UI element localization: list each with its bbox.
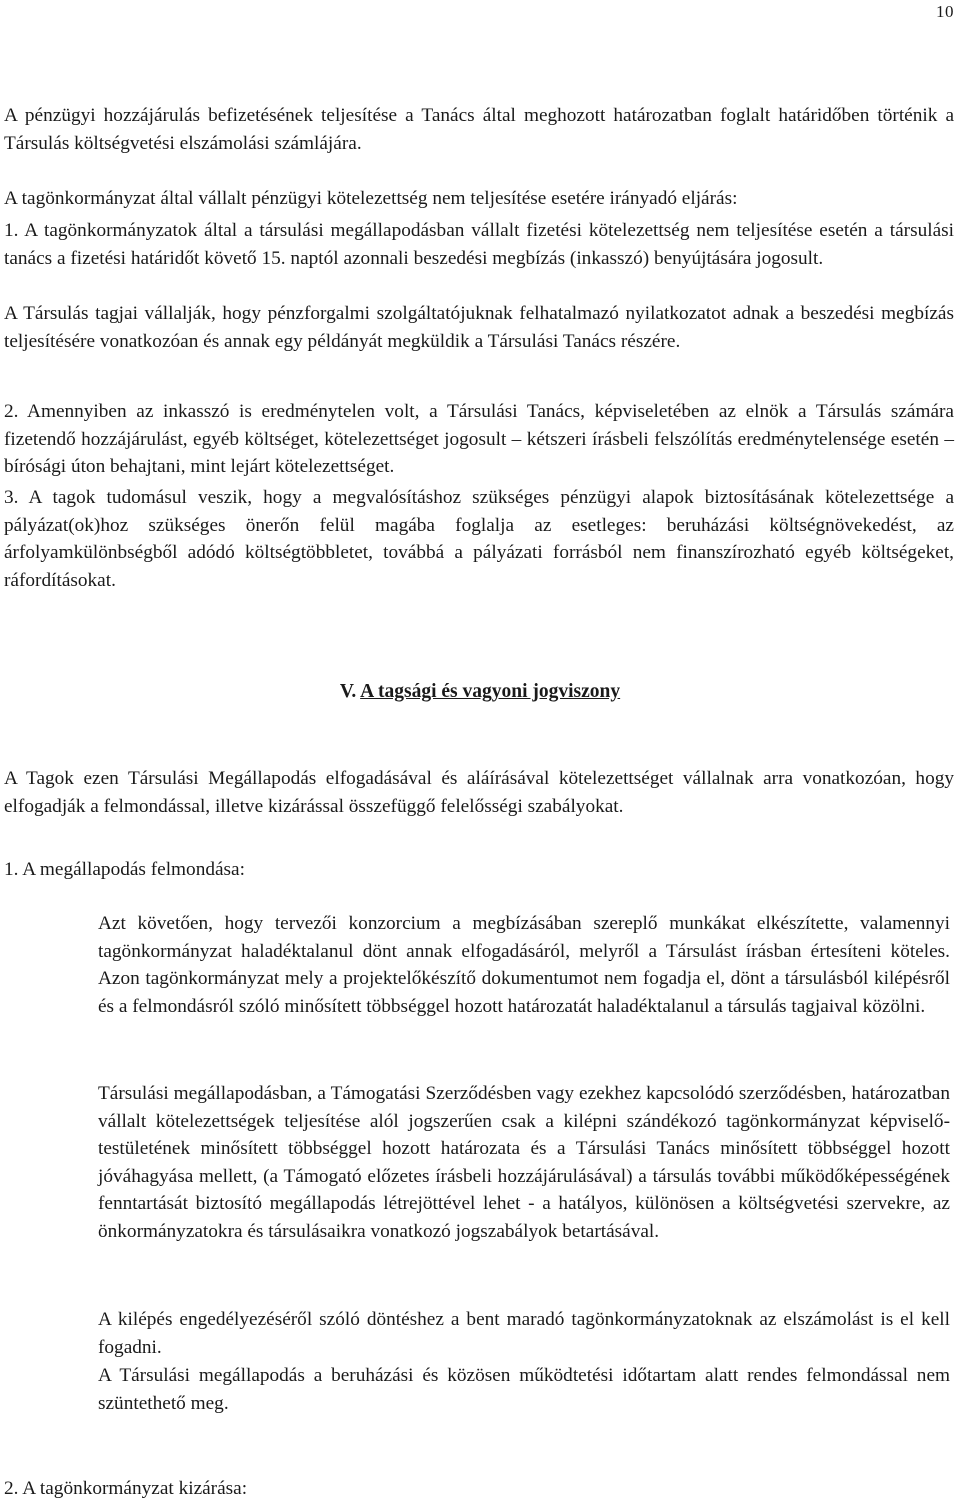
subsection-title-termination: 1. A megállapodás felmondása:: [4, 859, 245, 880]
paragraph-item-1: 1. A tagönkormányzatok által a társulási megállapodásban vállalt fizetési kötelezettség nem teljesítése esetén a társulási tanács a fizetési határidőt követő 15. naptól azonnali beszedési megbízás (inkasszó) benyújtására jogosult.: [4, 220, 954, 269]
paragraph-termination-4: A Társulási megállapodás a beruházási és közösen működtetési időtartam alatt rendes felmondással nem szüntethető meg.: [98, 1365, 950, 1414]
paragraph-termination-3: A kilépés engedélyezéséről szóló döntéshez a bent maradó tagönkormányzatoknak az elszámolást is el kell fogadni.: [98, 1309, 950, 1358]
paragraph-item-2: 2. Amennyiben az inkasszó is eredménytelen volt, a Társulási Tanács, képviseletében az elnök a Társulás számára fizetendő hozzájárulást, egyéb költséget, kötelezettséget jogosult – kétszeri írásbeli felszólítás eredménytelensége esetén – bírósági úton behajtani, mint lejárt kötelezettséget.: [4, 401, 954, 478]
paragraph-item-3: 3. A tagok tudomásul veszik, hogy a megvalósításhoz szükséges pénzügyi alapok biztosításának kötelezettsége a pályázat(ok)hoz szükséges önerőn felül magába foglalja az esetleges: beruházási költségnövekedést, az árfolyamkülönbségből adódó költségtöbbletet, továbbá a pályázati forrásból nem finanszírozható egyéb költségeket, ráfordításokat.: [4, 487, 954, 591]
paragraph-section-intro: A Tagok ezen Társulási Megállapodás elfogadásával és aláírásával kötelezettséget vállalnak arra vonatkozóan, hogy elfogadják a felmondással, illetve kizárással összefüggő felelősségi szabályokat.: [4, 768, 954, 817]
paragraph-procedure-intro: A tagönkormányzat által vállalt pénzügyi kötelezettség nem teljesítése esetére irányadó eljárás:: [4, 188, 738, 209]
paragraph-authorization: A Társulás tagjai vállalják, hogy pénzforgalmi szolgáltatójuknak felhatalmazó nyilatkozatot adnak a beszedési megbízás teljesítésére vonatkozóan és annak egy példányát megküldik a Társulási Tanács részére.: [4, 303, 954, 352]
paragraph-termination-2: Társulási megállapodásban, a Támogatási Szerződésben vagy ezekhez kapcsolódó szerződésben, határozatban vállalt kötelezettségek teljesítése alól jogszerűen csak a kilépni szándékozó tagönkormányzat képviselő-testületének minősített többséggel hozott határozata és a Társulási Tanács minősített többséggel hozott jóváhagyása mellett, (a Támogató előzetes írásbeli hozzájárulásával) a társulás további működőképességének fenntartását biztosító megállapodás létrejöttével lehet - a hatályos, különösen a költségvetési szervekre, az önkormányzatokra és társulásaikra vonatkozó jogszabályok betartásával.: [98, 1083, 950, 1242]
section-heading: [0, 681, 960, 703]
paragraph-payment-deadline: A pénzügyi hozzájárulás befizetésének teljesítése a Tanács által meghozott határozatban foglalt határidőben történik a Társulás költségvetési elszámolási számlájára.: [4, 105, 954, 154]
page-number: 10: [936, 2, 954, 21]
paragraph-termination-1: Azt követően, hogy tervezői konzorcium a megbízásában szereplő munkákat elkészítette, valamennyi tagönkormányzat haladéktalanul dönt annak elfogadásáról, melyről a Társulást írásban értesíteni köteles. Azon tagönkormányzat mely a projektelőkészítő dokumentumot nem fogadja el, dönt a társulásból kilépésről és a felmondásról szóló minősített többséggel hozott határozatát haladéktalanul a társulás tagjaival közölni.: [98, 913, 950, 1017]
subsection-title-exclusion: 2. A tagönkormányzat kizárása:: [4, 1478, 248, 1499]
section-title: A tagsági és vagyoni jogviszony: [360, 681, 621, 702]
section-number: V.: [339, 681, 357, 702]
